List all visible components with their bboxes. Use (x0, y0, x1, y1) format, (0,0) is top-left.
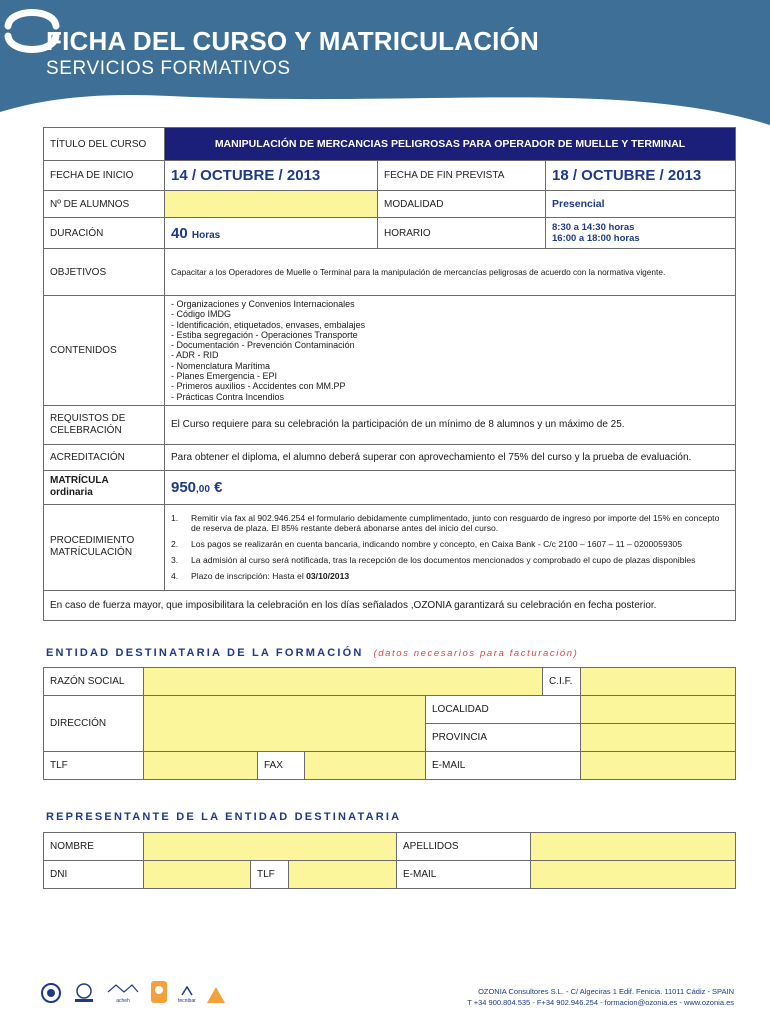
procedure-step-text: Los pagos se realizarán en cuenta bancaria, indicando nombre y concepto, en Caixa Bank - C/c 2100 – 1607 – 11 – 0200059305 (191, 539, 682, 550)
duration-number: 40 (171, 224, 188, 242)
fax-field[interactable] (305, 752, 425, 779)
force-majeure-note: En caso de fuerza mayor, que imposibilitara la celebración en los días señalados ,OZONIA garantizará su celebración en fecha posterior. (44, 590, 736, 620)
rep-phone-field[interactable] (289, 861, 397, 889)
procedure-step-number: 1. (171, 513, 179, 524)
contents-item: - Código IMDG (171, 309, 232, 320)
procedure-step (171, 571, 729, 581)
entity-heading (46, 647, 578, 659)
representative-table (43, 832, 736, 889)
contents-item: - Documentación - Prevención Contaminación (171, 340, 355, 351)
contents-item: - Organizaciones y Convenios Internacionales (171, 299, 355, 309)
rep-name-label: NOMBRE (44, 833, 144, 861)
rep-email-field[interactable] (531, 861, 736, 889)
contents-list (165, 296, 736, 406)
contents-item: - Primeros auxilios - Accidentes con MM.PP (171, 381, 346, 392)
duration-unit: Horas (191, 229, 221, 241)
objectives-value: Capacitar a los Operadores de Muelle o Terminal para la manipulación de mercancías peligrosas de acuerdo con la normativa vigente. (165, 249, 736, 296)
duration-label: DURACIÓN (44, 218, 165, 249)
mode-value: Presencial (546, 191, 736, 218)
partner-logos (40, 980, 226, 1004)
accreditation-value: Para obtener el diploma, el alumno deberá superar con aprovechamiento el 75% del curso y la prueba de evaluación. (165, 444, 736, 470)
footer-phones: T +34 900.804.535 - F+34 902.946.254 - formacion@ozonia.es - www.ozonia.es (467, 998, 734, 1007)
footer-contact (467, 986, 734, 1008)
header-banner (0, 0, 770, 125)
acheh-logo-text: acheh (116, 998, 130, 1004)
procedure-label-line2: MATRÍCULACIÓN (50, 547, 133, 559)
schedule-label: HORARIO (378, 218, 546, 249)
city-label: LOCALIDAD (426, 696, 581, 724)
fee-value (165, 470, 736, 504)
course-title-label: TÍTULO DEL CURSO (44, 128, 165, 161)
requirements-label (44, 405, 165, 444)
fee-label (44, 470, 165, 504)
contents-item: - Prácticas Contra Incendios (171, 391, 285, 402)
certification-seal-icon (72, 982, 96, 1004)
objectives-label: OBJETIVOS (44, 249, 165, 296)
entity-email-label: E-MAIL (426, 752, 581, 780)
contents-label: CONTENIDOS (44, 296, 165, 406)
triangle-logo-icon (206, 986, 226, 1004)
course-title-value: MANIPULACIÓN DE MERCANCIAS PELIGROSAS PARA OPERADOR DE MUELLE Y TERMINAL (165, 128, 736, 161)
contents-item: - Planes Emergencia - EPI (171, 371, 278, 382)
province-field[interactable] (581, 724, 736, 752)
procedure-label-line1: PROCEDIMIENTO (50, 535, 135, 547)
procedure-step-number: 2. (171, 539, 179, 550)
entity-phone-label: TLF (44, 752, 144, 780)
quality-seal-icon (40, 982, 62, 1004)
contents-item: - Estiba segregación - Operaciones Transporte (171, 329, 358, 340)
rep-dni-label: DNI (44, 861, 144, 889)
procedure-label (44, 504, 165, 590)
procedure-step-number: 4. (171, 571, 179, 582)
badge-logo-icon (150, 980, 168, 1004)
fee-label-line2: ordinaria (50, 487, 93, 499)
students-field[interactable] (165, 191, 378, 218)
schedule-morning: 8:30 a 14:30 horas (552, 222, 635, 233)
schedule-afternoon: 16:00 a 18:00 horas (552, 233, 640, 244)
end-date-label: FECHA DE FIN PREVISTA (378, 161, 546, 191)
representative-heading: REPRESENTANTE DE LA ENTIDAD DESTINATARIA (46, 811, 402, 823)
province-label: PROVINCIA (426, 724, 581, 752)
entity-fax-row (258, 752, 426, 780)
cif-field[interactable] (581, 668, 736, 696)
contents-item: - Identificación, etiquetados, envases, embalajes (171, 319, 366, 330)
procedure-step (171, 539, 729, 549)
procedure-step-text: Remitir vía fax al 902.946.254 el formulario debidamente cumplimentado, junto con resguardo de ingreso por importe del 15% en concepto de reserva de plaza. El 85% restante deberá abonarse antes del inicio del curso. (191, 513, 720, 534)
tecnibar-logo (178, 986, 196, 1004)
company-name-field[interactable] (144, 668, 543, 696)
entity-email-field[interactable] (581, 752, 736, 780)
procedure-step (171, 555, 729, 565)
ozonia-logo-icon (0, 0, 64, 62)
start-date-value: 14 / OCTUBRE / 2013 (165, 161, 378, 191)
procedure-list (165, 504, 736, 590)
fee-amount: 950 (171, 478, 197, 496)
entity-phone-field[interactable] (144, 752, 258, 780)
fee-currency: € (214, 478, 223, 496)
students-label: Nº DE ALUMNOS (44, 191, 165, 218)
rep-phone-label: TLF (251, 861, 289, 889)
contents-item: - Nomenclatura Marítima (171, 360, 271, 371)
page-title: FICHA DEL CURSO Y MATRICULACIÓN (46, 26, 539, 56)
page-subtitle: SERVICIOS FORMATIVOS (46, 58, 291, 79)
end-date-value: 18 / OCTUBRE / 2013 (546, 161, 736, 191)
course-table (43, 127, 736, 621)
requirements-label-line1: REQUISTOS DE (50, 412, 126, 424)
requirements-label-line2: CELEBRACIÓN (50, 424, 122, 436)
registration-deadline: 03/10/2013 (306, 571, 350, 582)
entity-table (43, 667, 736, 780)
procedure-step-text: La admisión al curso será notificada, tras la recepción de los documentos mencionados y comprobado el cupo de plazas disponibles (191, 555, 696, 566)
address-field[interactable] (144, 696, 426, 752)
entity-heading-text: ENTIDAD DESTINATARIA DE LA FORMACIÓN (46, 647, 364, 659)
requirements-value: El Curso requiere para su celebración la participación de un mínimo de 8 alumnos y un máximo de 25. (165, 405, 736, 444)
schedule-value (546, 218, 736, 249)
mode-label: MODALIDAD (378, 191, 546, 218)
rep-name-field[interactable] (144, 833, 397, 861)
entity-heading-note: (datos necesarios para facturación) (373, 648, 579, 659)
contents-item: - ADR - RID (171, 350, 219, 361)
city-field[interactable] (581, 696, 736, 724)
procedure-step-number: 3. (171, 555, 179, 566)
start-date-label: FECHA DE INICIO (44, 161, 165, 191)
fee-label-line1: MATRÍCULA (50, 475, 109, 487)
duration-value (165, 218, 378, 249)
company-name-label: RAZÓN SOCIAL (44, 668, 144, 696)
acheh-logo (106, 982, 140, 1004)
procedure-step-text: Plazo de inscripción: Hasta el (191, 571, 307, 582)
cif-label: C.I.F. (543, 668, 581, 696)
address-label: DIRECCIÓN (44, 696, 144, 752)
fee-decimals: ,00 (196, 483, 210, 495)
fax-label: FAX (258, 752, 305, 779)
rep-dni-field[interactable] (144, 861, 251, 889)
rep-surname-label: APELLIDOS (397, 833, 531, 861)
rep-email-label: E-MAIL (397, 861, 531, 889)
accreditation-label: ACREDITACIÓN (44, 444, 165, 470)
procedure-step (171, 513, 729, 533)
rep-surname-field[interactable] (531, 833, 736, 861)
footer-address: OZONIA Consultores S.L. - C/ Algeciras 1 Edif. Fenicia. 11011 Cádiz - SPAIN (478, 987, 734, 996)
tecnibar-logo-text: tecnibar (178, 998, 196, 1004)
